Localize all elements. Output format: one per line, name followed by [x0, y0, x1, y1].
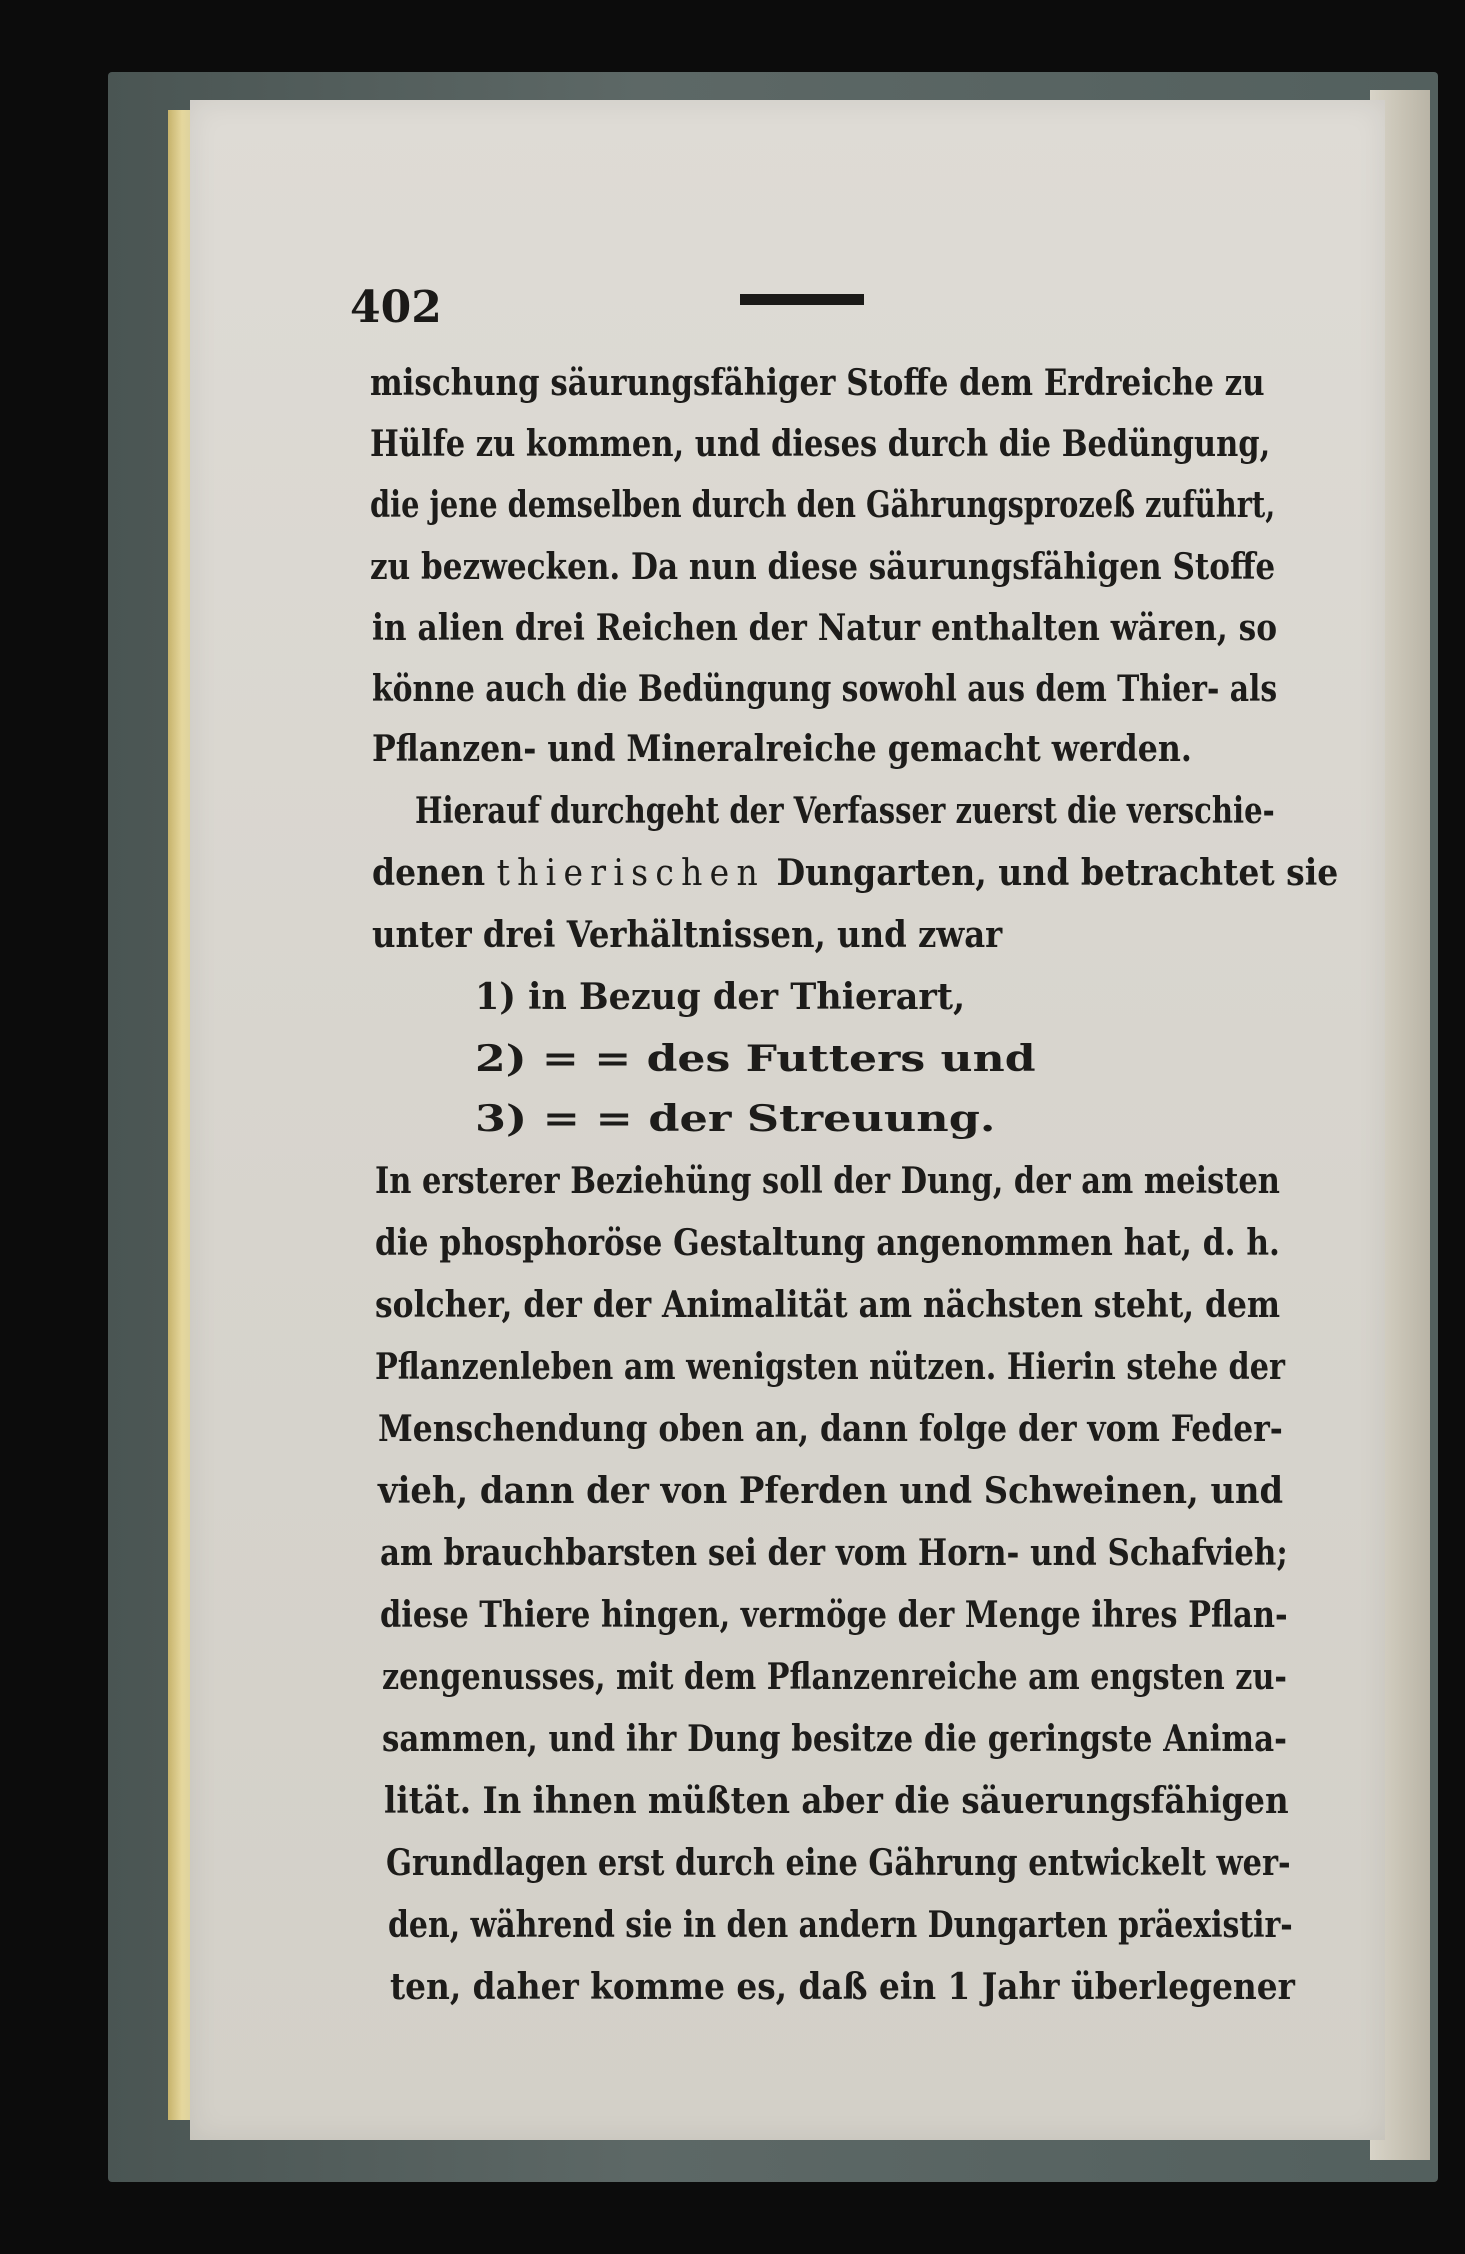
text-line: zengenusses, mit dem Pflanzenreiche am engsten zu- [382, 1656, 1287, 1698]
text-line: Pflanzen- und Mineralreiche gemacht werden. [372, 728, 1192, 770]
header-rule [740, 294, 864, 305]
text-line: lität. In ihnen müßten aber die säuerungsfähigen [384, 1780, 1289, 1822]
text-line: könne auch die Bedüngung sowohl aus dem Thier- als [372, 668, 1278, 710]
text-line: den, während sie in den andern Dungarten präexistir- [388, 1904, 1293, 1946]
text-line: In ersterer Beziehüng soll der Dung, der am meisten [375, 1160, 1280, 1202]
text-line: diese Thiere hingen, vermöge der Menge ihres Pflan- [380, 1594, 1288, 1636]
text-line: die phosphoröse Gestaltung angenommen hat, d. h. [375, 1222, 1280, 1264]
text-line: ten, daher komme es, daß ein 1 Jahr überlegener [390, 1966, 1295, 2008]
text-line: am brauchbarsten sei der vom Horn- und Schafvieh; [380, 1532, 1288, 1574]
text-line: vieh, dann der von Pferden und Schweinen, und [378, 1470, 1284, 1512]
page-number: 402 [350, 282, 442, 333]
text-line: 3) = = der Streuung. [475, 1098, 996, 1140]
text-line: 1) in Bezug der Thierart, [475, 976, 966, 1018]
text-line: die jene demselben durch den Gährungsprozeß zuführt, [370, 484, 1276, 526]
text-line: 2) = = des Futters und [475, 1038, 1036, 1080]
text-line: denen thierischen Dungarten, und betrachtet sie [372, 852, 1339, 894]
text-line: zu bezwecken. Da nun diese säurungsfähigen Stoffe [370, 546, 1276, 588]
text-line: solcher, der der Animalität am nächsten steht, dem [375, 1284, 1281, 1326]
text-line: Hülfe zu kommen, und dieses durch die Bedüngung, [370, 423, 1271, 465]
text-line: Menschendung oben an, dann folge der vom Feder- [378, 1408, 1283, 1450]
text-line: unter drei Verhältnissen, und zwar [372, 914, 1003, 956]
text-line: sammen, und ihr Dung besitze die geringste Anima- [382, 1718, 1287, 1760]
text-line: in alien drei Reichen der Natur enthalten wären, so [372, 607, 1278, 649]
text-line: Pflanzenleben am wenigsten nützen. Hierin stehe der [375, 1346, 1285, 1388]
text-line: Hierauf durchgeht der Verfasser zuerst die verschie- [415, 790, 1275, 832]
text-line: mischung säurungsfähiger Stoffe dem Erdreiche zu [370, 362, 1265, 404]
text-line: Grundlagen erst durch eine Gährung entwickelt wer- [386, 1842, 1291, 1884]
